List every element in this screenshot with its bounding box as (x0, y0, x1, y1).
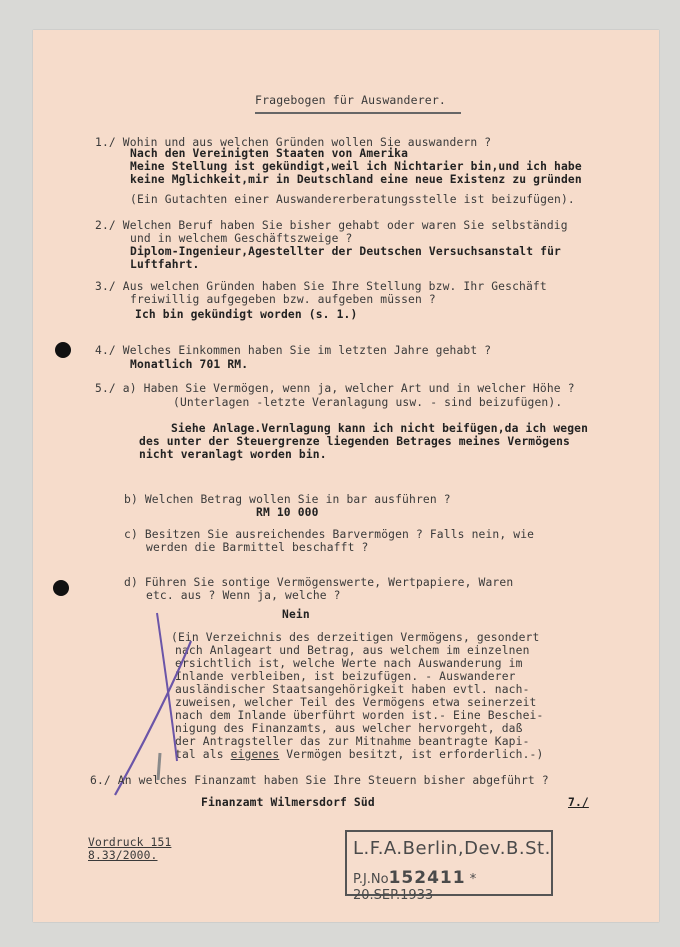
question-1-note: (Ein Gutachten einer Auswandererberatungsstelle ist beizufügen). (130, 193, 575, 206)
note-line: ausländischer Staatsangehörigkeit haben evtl. nach- (175, 683, 530, 696)
answer-1-line1: Nach den Vereinigten Staaten von Amerika (130, 147, 409, 160)
question-4: 4./ Welches Einkommen haben Sie im letzten Jahre gehabt ? (95, 344, 492, 357)
question-5d-line2: etc. aus ? Wenn ja, welche ? (146, 589, 341, 602)
form-title: Fragebogen für Auswanderer. (255, 93, 446, 107)
question-2-line2: und in welchem Geschäftszweige ? (130, 232, 353, 245)
title-underline (255, 112, 461, 114)
page-mark: 7./ (568, 796, 589, 809)
answer-5a-line1: Siehe Anlage.Vernlagung kann ich nicht beifügen,da ich wegen (171, 422, 589, 435)
stamp-office: L.F.A.Berlin,Dev.B.St. (353, 838, 551, 859)
question-3-line1: 3./ Aus welchen Gründen haben Sie Ihre Stellung bzw. Ihr Geschäft (95, 280, 547, 293)
answer-4: Monatlich 701 RM. (130, 358, 249, 371)
answer-2-line2: Luftfahrt. (130, 258, 200, 271)
question-3-line2: freiwillig aufgegeben bzw. aufgeben müssen ? (130, 293, 436, 306)
question-6: 6./ An welches Finanzamt haben Sie Ihre Steuern bisher abgeführt ? (90, 774, 549, 787)
note-line: Inlande verbleiben, ist beizufügen. - Auswanderer (175, 670, 516, 683)
note-line: zuweisen, welcher Teil des Vermögens etwa seinerzeit (175, 696, 537, 709)
document-page (33, 30, 659, 922)
answer-5a-line3: nicht veranlagt worden bin. (139, 448, 327, 461)
answer-1-line2: Meine Stellung ist gekündigt,weil ich Nichtarier bin,und ich habe (130, 160, 582, 173)
answer-3: Ich bin gekündigt worden (s. 1.) (135, 308, 358, 321)
note-line: nach Anlageart und Betrag, aus welchem im einzelnen (175, 644, 530, 657)
stamp-registration: P.J.No152411 * 20.SEP.1933 (353, 868, 477, 903)
office-stamp (345, 830, 553, 903)
form-code: 8.33/2000. (88, 849, 158, 862)
answer-1-line3: keine Mglichkeit,mir in Deutschland eine neue Existenz zu gründen (130, 173, 582, 186)
answer-6: Finanzamt Wilmersdorf Süd (201, 796, 375, 809)
answer-5b: RM 10 000 (256, 506, 319, 519)
note-line-last: tal als eigenes Vermögen besitzt, ist erforderlich.-) (175, 748, 544, 761)
question-1: 1./ Wohin und aus welchen Gründen wollen Sie auswandern ? (95, 136, 492, 149)
note-line: (Ein Verzeichnis des derzeitigen Vermögens, gesondert (171, 631, 540, 644)
note-line: der Antragsteller das zur Mitnahme beantragte Kapi- (175, 735, 530, 748)
punch-hole-top (55, 342, 71, 358)
note-line: nach dem Inlande überführt worden ist.- Eine Beschei- (175, 709, 544, 722)
question-5b: b) Welchen Betrag wollen Sie in bar ausführen ? (124, 493, 451, 506)
note-line: nigung des Finanzamts, aus welcher hervorgeht, daß (175, 722, 523, 735)
note-line: ersichtlich ist, welche Werte nach Auswanderung im (175, 657, 523, 670)
answer-5a-line2: des unter der Steuergrenze liegenden Betrages meines Vermögens (139, 435, 570, 448)
question-5a-line1: 5./ a) Haben Sie Vermögen, wenn ja, welcher Art und in welcher Höhe ? (95, 382, 575, 395)
form-number: Vordruck 151 (88, 836, 172, 849)
punch-hole-bottom (53, 580, 69, 596)
question-2-line1: 2./ Welchen Beruf haben Sie bisher gehabt oder waren Sie selbständig (95, 219, 568, 232)
question-5c-line2: werden die Barmittel beschafft ? (146, 541, 369, 554)
question-5d-line1: d) Führen Sie sontige Vermögenswerte, Wertpapiere, Waren (124, 576, 514, 589)
answer-5d: Nein (282, 608, 310, 621)
question-5c-line1: c) Besitzen Sie ausreichendes Barvermögen ? Falls nein, wie (124, 528, 535, 541)
question-5a-line2: (Unterlagen -letzte Veranlagung usw. - sind beizufügen). (173, 396, 563, 409)
answer-2-line1: Diplom-Ingenieur,Agestellter der Deutschen Versuchsanstalt für (130, 245, 561, 258)
